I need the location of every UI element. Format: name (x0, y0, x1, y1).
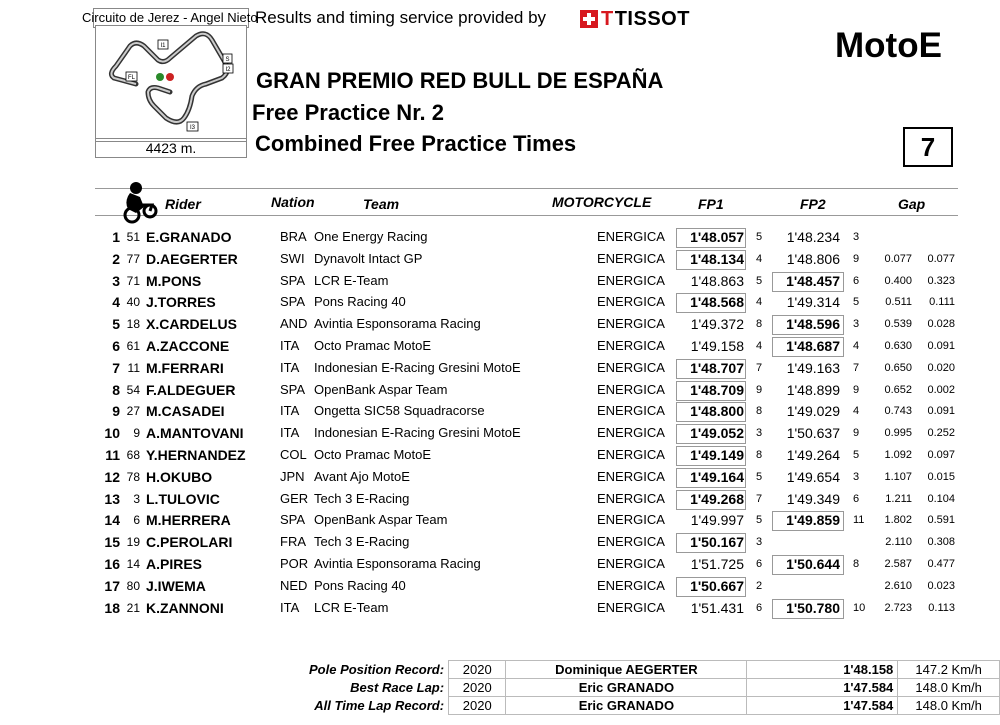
col-rider: Rider (165, 196, 201, 212)
rider-name-cell: M.HERRERA (146, 512, 231, 529)
fp2-lap-cell: 9 (853, 252, 860, 265)
fp2-lap-cell: 5 (853, 449, 860, 461)
fp2-lap-cell: 7 (853, 361, 860, 374)
fp2-lap-cell: 3 (853, 470, 860, 483)
rider-number-cell: 54 (126, 382, 140, 397)
gap-previous-cell: 0.113 (928, 601, 955, 614)
position-cell: 18 (104, 599, 120, 616)
fp1-lap-cell: 5 (756, 231, 763, 243)
tissot-logo: T TISSOT (580, 9, 690, 29)
record-label: Pole Position Record: (309, 662, 445, 677)
fp1-time-cell: 1'50.667 (690, 577, 744, 594)
gap-previous-cell: 0.077 (927, 252, 955, 265)
position-cell: 9 (112, 403, 120, 420)
rider-name-cell: X.CARDELUS (146, 316, 238, 333)
team-cell: Tech 3 E-Racing (314, 534, 410, 550)
nation-cell: JPN (280, 468, 305, 484)
fp2-lap-cell: 9 (853, 427, 860, 440)
fp2-time-cell: 1'49.029 (786, 403, 840, 420)
rider-number-cell: 18 (126, 317, 140, 332)
fp1-time-cell: 1'48.568 (690, 294, 744, 311)
record-year: 2020 (449, 661, 506, 679)
gap-first-cell: 0.077 (884, 252, 912, 265)
team-cell: LCR E-Team (314, 272, 389, 288)
nation-cell: SPA (280, 512, 306, 528)
fp2-lap-cell: 5 (853, 296, 860, 309)
gap-first-cell: 2.110 (885, 536, 912, 549)
team-cell: One Energy Racing (314, 229, 428, 244)
team-cell: Dynavolt Intact GP (314, 250, 423, 266)
rider-name-cell: M.PONS (146, 272, 202, 289)
rider-number-cell: 11 (127, 360, 140, 375)
fp1-lap-cell: 4 (756, 252, 763, 265)
table-row (0, 248, 1000, 270)
fp1-lap-cell: 3 (756, 536, 763, 549)
team-cell: Octo Pramac MotoE (314, 338, 432, 353)
fp1-time-cell: 1'48.800 (690, 403, 744, 420)
record-rider: Dominique AEGERTER (506, 661, 747, 679)
fp2-time-cell: 1'50.644 (786, 556, 840, 572)
motorcycle-cell: ENERGICA (597, 294, 665, 310)
table-row (0, 291, 1000, 313)
nation-cell: FRA (280, 534, 306, 550)
gap-first-cell: 1.802 (884, 514, 912, 527)
position-cell: 14 (104, 512, 120, 529)
rider-number-cell: 6 (133, 513, 140, 528)
gap-first-cell: 0.743 (884, 405, 912, 418)
col-team: Team (363, 196, 400, 212)
fp2-time-cell: 1'48.687 (786, 338, 840, 354)
motorcycle-cell: ENERGICA (597, 316, 665, 332)
gap-first-cell: 0.630 (884, 340, 912, 352)
fp2-time-cell: 1'49.264 (786, 447, 840, 463)
timing-service-text: Results and timing service provided by (255, 8, 547, 27)
col-fp1: FP1 (698, 196, 724, 212)
document-title: Combined Free Practice Times (255, 131, 577, 156)
position-cell: 11 (105, 447, 120, 463)
gap-first-cell: 2.587 (884, 558, 912, 570)
rider-name-cell: H.OKUBO (146, 468, 213, 485)
fp1-time-cell: 1'49.149 (690, 447, 744, 463)
records-table (305, 660, 1000, 715)
rider-name-cell: A.PIRES (146, 556, 203, 572)
motorcycle-rider-icon (122, 181, 158, 223)
track-outline-icon (96, 26, 246, 141)
gap-first-cell: 0.539 (884, 318, 912, 331)
rider-name-cell: M.CASADEI (146, 403, 225, 420)
fp1-time-cell: 1'49.372 (690, 316, 744, 333)
rider-number-cell: 78 (126, 469, 140, 484)
position-cell: 15 (104, 534, 120, 551)
position-cell: 12 (104, 468, 120, 485)
fp2-time-cell: 1'48.234 (786, 229, 840, 245)
team-cell: Pons Racing 40 (314, 294, 406, 310)
rider-number-cell: 9 (133, 426, 140, 441)
team-cell: Avintia Esponsorama Racing (314, 556, 481, 571)
team-cell: Tech 3 E-Racing (314, 490, 410, 506)
svg-text:FL: FL (127, 75, 136, 81)
position-cell: 3 (112, 272, 120, 289)
rider-number-cell: 27 (126, 404, 140, 419)
fp1-time-cell: 1'49.268 (690, 490, 744, 507)
position-cell: 16 (104, 556, 120, 572)
fp1-time-cell: 1'48.709 (690, 381, 744, 398)
fp2-lap-cell: 8 (853, 558, 860, 570)
gap-previous-cell: 0.002 (927, 383, 955, 396)
fp2-lap-cell: 9 (853, 383, 860, 396)
gap-previous-cell: 0.015 (927, 470, 955, 483)
table-row (0, 400, 1000, 422)
table-row (0, 553, 1000, 575)
table-row (0, 422, 1000, 444)
fp2-lap-cell: 4 (853, 405, 860, 418)
motorcycle-cell: ENERGICA (597, 447, 665, 462)
page-number: 7 (903, 127, 953, 167)
record-label: All Time Lap Record: (314, 698, 445, 713)
team-cell: Avintia Esponsorama Racing (314, 316, 481, 332)
record-time: 1'47.584 (747, 679, 898, 697)
fp1-time-cell: 1'50.167 (690, 534, 744, 551)
gap-previous-cell: 0.020 (927, 361, 955, 374)
rider-name-cell: E.GRANADO (146, 229, 232, 245)
position-cell: 5 (112, 316, 120, 333)
table-row (0, 226, 1000, 248)
gap-first-cell: 1.092 (884, 449, 912, 461)
rider-number-cell: 68 (126, 448, 140, 462)
gap-previous-cell: 0.091 (927, 405, 955, 418)
fp2-lap-cell: 10 (853, 601, 866, 614)
swiss-cross-icon (580, 10, 598, 28)
motorcycle-cell: ENERGICA (597, 272, 665, 288)
fp2-lap-cell: 6 (853, 492, 860, 505)
gap-first-cell: 0.400 (884, 274, 912, 287)
motorcycle-cell: ENERGICA (597, 512, 665, 528)
fp1-time-cell: 1'49.158 (690, 338, 744, 354)
fp1-lap-cell: 8 (756, 405, 763, 418)
gap-first-cell: 1.107 (884, 470, 912, 483)
nation-cell: ITA (280, 403, 300, 419)
fp1-time-cell: 1'49.052 (690, 425, 744, 442)
rider-number-cell: 71 (126, 273, 140, 288)
position-cell: 17 (104, 577, 120, 594)
svg-text:I3: I3 (189, 125, 196, 131)
position-cell: 2 (112, 250, 120, 267)
fp1-time-cell: 1'49.997 (690, 512, 744, 529)
rider-number-cell: 40 (126, 295, 140, 310)
record-rider: Eric GRANADO (506, 697, 747, 715)
motorcycle-cell: ENERGICA (597, 250, 665, 266)
record-row (305, 661, 1000, 679)
table-row (0, 357, 1000, 379)
position-cell: 10 (104, 425, 120, 442)
table-row (0, 379, 1000, 401)
svg-text:S: S (225, 57, 230, 63)
gap-previous-cell: 0.252 (927, 427, 955, 440)
rider-number-cell: 77 (126, 251, 140, 266)
event-title: GRAN PREMIO RED BULL DE ESPAÑA (256, 68, 664, 93)
rider-name-cell: Y.HERNANDEZ (146, 447, 246, 463)
position-cell: 13 (104, 490, 120, 507)
circuit-map (95, 25, 247, 142)
record-time: 1'48.158 (747, 661, 898, 679)
motorcycle-cell: ENERGICA (597, 599, 665, 615)
record-speed: 147.2 Km/h (898, 661, 1000, 679)
fp1-time-cell: 1'48.134 (690, 250, 744, 267)
svg-text:I1: I1 (160, 43, 166, 49)
team-cell: LCR E-Team (314, 599, 389, 615)
fp2-lap-cell: 3 (853, 318, 860, 331)
table-row (0, 531, 1000, 553)
fp1-lap-cell: 3 (756, 427, 763, 440)
fp2-time-cell: 1'49.349 (786, 490, 840, 507)
nation-cell: NED (280, 577, 308, 593)
motorcycle-cell: ENERGICA (597, 468, 665, 484)
table-row (0, 270, 1000, 292)
record-rider: Eric GRANADO (506, 679, 747, 697)
svg-text:I2: I2 (225, 67, 231, 73)
gap-first-cell: 2.723 (884, 601, 912, 614)
rider-number-cell: 51 (126, 230, 140, 244)
motorcycle-cell: ENERGICA (597, 577, 665, 593)
team-cell: Pons Racing 40 (314, 577, 406, 593)
fp2-time-cell: 1'49.859 (786, 512, 840, 529)
nation-cell: POR (280, 556, 309, 571)
nation-cell: ITA (280, 425, 300, 441)
fp1-time-cell: 1'48.057 (690, 229, 744, 245)
gap-previous-cell: 0.477 (927, 558, 955, 570)
position-cell: 7 (112, 359, 120, 376)
fp1-lap-cell: 7 (756, 492, 763, 505)
rider-name-cell: A.MANTOVANI (146, 425, 244, 442)
rider-number-cell: 21 (126, 600, 140, 615)
gap-previous-cell: 0.323 (927, 274, 955, 287)
col-gap: Gap (898, 196, 926, 212)
gap-first-cell: 2.610 (884, 579, 912, 592)
rider-name-cell: M.FERRARI (146, 359, 224, 376)
gap-first-cell: 0.511 (885, 296, 912, 309)
fp1-time-cell: 1'51.725 (690, 556, 744, 572)
team-cell: Indonesian E-Racing Gresini MotoE (314, 359, 521, 375)
rider-name-cell: J.TORRES (146, 294, 216, 311)
nation-cell: BRA (280, 229, 307, 244)
fp1-lap-cell: 8 (756, 318, 763, 331)
record-speed: 148.0 Km/h (898, 697, 1000, 715)
col-fp2: FP2 (800, 196, 826, 212)
fp2-time-cell: 1'48.457 (786, 272, 840, 289)
nation-cell: ITA (280, 599, 300, 615)
record-year: 2020 (449, 697, 506, 715)
nation-cell: SPA (280, 381, 306, 397)
fp1-lap-cell: 4 (756, 340, 763, 352)
fp2-time-cell: 1'49.314 (786, 294, 840, 311)
gap-first-cell: 0.652 (884, 383, 912, 396)
team-cell: Ongetta SIC58 Squadracorse (314, 403, 485, 419)
circuit-length: 4423 m. (95, 138, 247, 158)
motorcycle-cell: ENERGICA (597, 229, 665, 244)
rider-name-cell: J.IWEMA (146, 577, 206, 594)
rider-name-cell: F.ALDEGUER (146, 381, 236, 398)
gap-first-cell: 1.211 (885, 492, 912, 505)
nation-cell: ITA (280, 359, 300, 375)
fp2-time-cell: 1'49.163 (786, 359, 840, 376)
fp2-lap-cell: 11 (853, 514, 865, 527)
fp2-time-cell: 1'50.637 (786, 425, 840, 442)
nation-cell: AND (280, 316, 308, 332)
gap-previous-cell: 0.591 (927, 514, 955, 527)
rider-name-cell: C.PEROLARI (146, 534, 233, 551)
fp1-lap-cell: 2 (756, 579, 763, 592)
nation-cell: ITA (280, 338, 300, 353)
motorcycle-cell: ENERGICA (597, 556, 665, 571)
record-time: 1'47.584 (747, 697, 898, 715)
motorcycle-cell: ENERGICA (597, 425, 665, 441)
session-name: Free Practice Nr. 2 (252, 100, 445, 125)
col-nation: Nation (271, 194, 315, 210)
motorcycle-cell: ENERGICA (597, 490, 665, 506)
gap-previous-cell: 0.091 (927, 340, 955, 352)
circuit-name: Circuito de Jerez - Angel Nieto (93, 8, 249, 28)
rider-number-cell: 80 (126, 578, 140, 593)
series-name: MotoE (835, 26, 942, 65)
fp1-lap-cell: 5 (756, 514, 763, 527)
header-rule-top (95, 188, 958, 189)
team-cell: OpenBank Aspar Team (314, 512, 448, 528)
fp1-lap-cell: 6 (756, 601, 763, 614)
motorcycle-cell: ENERGICA (597, 381, 665, 397)
table-row (0, 313, 1000, 335)
fp2-time-cell: 1'48.899 (786, 381, 840, 398)
motorcycle-cell: ENERGICA (597, 359, 665, 375)
fp2-time-cell: 1'50.780 (786, 599, 840, 616)
gap-previous-cell: 0.111 (929, 296, 955, 309)
table-row (0, 597, 1000, 619)
gap-previous-cell: 0.028 (927, 318, 955, 331)
fp1-lap-cell: 7 (756, 361, 763, 374)
gap-previous-cell: 0.023 (927, 579, 955, 592)
nation-cell: SPA (280, 294, 306, 310)
rider-number-cell: 19 (126, 535, 140, 550)
team-cell: Avant Ajo MotoE (314, 468, 410, 484)
record-row (305, 697, 1000, 715)
fp2-lap-cell: 3 (853, 231, 860, 243)
rider-number-cell: 61 (126, 339, 140, 353)
table-row (0, 488, 1000, 510)
fp1-time-cell: 1'49.164 (690, 468, 744, 485)
fp1-lap-cell: 8 (756, 449, 763, 461)
gap-previous-cell: 0.104 (927, 492, 955, 505)
fp1-lap-cell: 6 (756, 558, 763, 570)
gap-first-cell: 0.650 (884, 361, 912, 374)
nation-cell: GER (280, 490, 309, 506)
gap-previous-cell: 0.308 (927, 536, 955, 549)
team-cell: OpenBank Aspar Team (314, 381, 448, 397)
rider-number-cell: 14 (126, 557, 140, 571)
fp2-time-cell: 1'48.806 (786, 250, 840, 267)
motorcycle-cell: ENERGICA (597, 338, 665, 353)
team-cell: Indonesian E-Racing Gresini MotoE (314, 425, 521, 441)
table-row (0, 335, 1000, 357)
table-row (0, 575, 1000, 597)
rider-name-cell: K.ZANNONI (146, 599, 224, 616)
record-label: Best Race Lap: (350, 680, 445, 695)
fp1-lap-cell: 4 (756, 296, 763, 309)
rider-number-cell: 3 (133, 491, 140, 506)
position-cell: 6 (112, 338, 120, 354)
nation-cell: SPA (280, 272, 306, 288)
fp1-lap-cell: 5 (756, 470, 763, 483)
position-cell: 4 (112, 294, 120, 311)
fp2-lap-cell: 4 (853, 340, 860, 352)
rider-name-cell: A.ZACCONE (146, 338, 230, 354)
table-row (0, 466, 1000, 488)
position-cell: 8 (112, 381, 120, 398)
position-cell: 1 (112, 229, 120, 245)
fp1-time-cell: 1'51.431 (690, 599, 744, 616)
gap-previous-cell: 0.097 (927, 449, 955, 461)
team-cell: Octo Pramac MotoE (314, 447, 432, 462)
fp1-lap-cell: 9 (756, 383, 763, 396)
nation-cell: COL (280, 447, 307, 462)
motorcycle-cell: ENERGICA (597, 403, 665, 419)
fp1-time-cell: 1'48.863 (690, 272, 744, 289)
gap-first-cell: 0.995 (884, 427, 912, 440)
record-speed: 148.0 Km/h (898, 679, 1000, 697)
header-rule-bottom (95, 215, 958, 216)
fp1-lap-cell: 5 (756, 274, 763, 287)
fp2-lap-cell: 6 (853, 274, 860, 287)
nation-cell: SWI (280, 250, 305, 266)
table-row (0, 444, 1000, 466)
record-row (305, 679, 1000, 697)
fp1-time-cell: 1'48.707 (690, 359, 744, 376)
rider-name-cell: D.AEGERTER (146, 250, 238, 267)
table-row (0, 509, 1000, 531)
fp2-time-cell: 1'49.654 (786, 468, 840, 485)
fp2-time-cell: 1'48.596 (786, 316, 840, 333)
motorcycle-cell: ENERGICA (597, 534, 665, 550)
col-motorcycle: MOTORCYCLE (552, 194, 652, 210)
record-year: 2020 (449, 679, 506, 697)
rider-name-cell: L.TULOVIC (146, 490, 220, 507)
